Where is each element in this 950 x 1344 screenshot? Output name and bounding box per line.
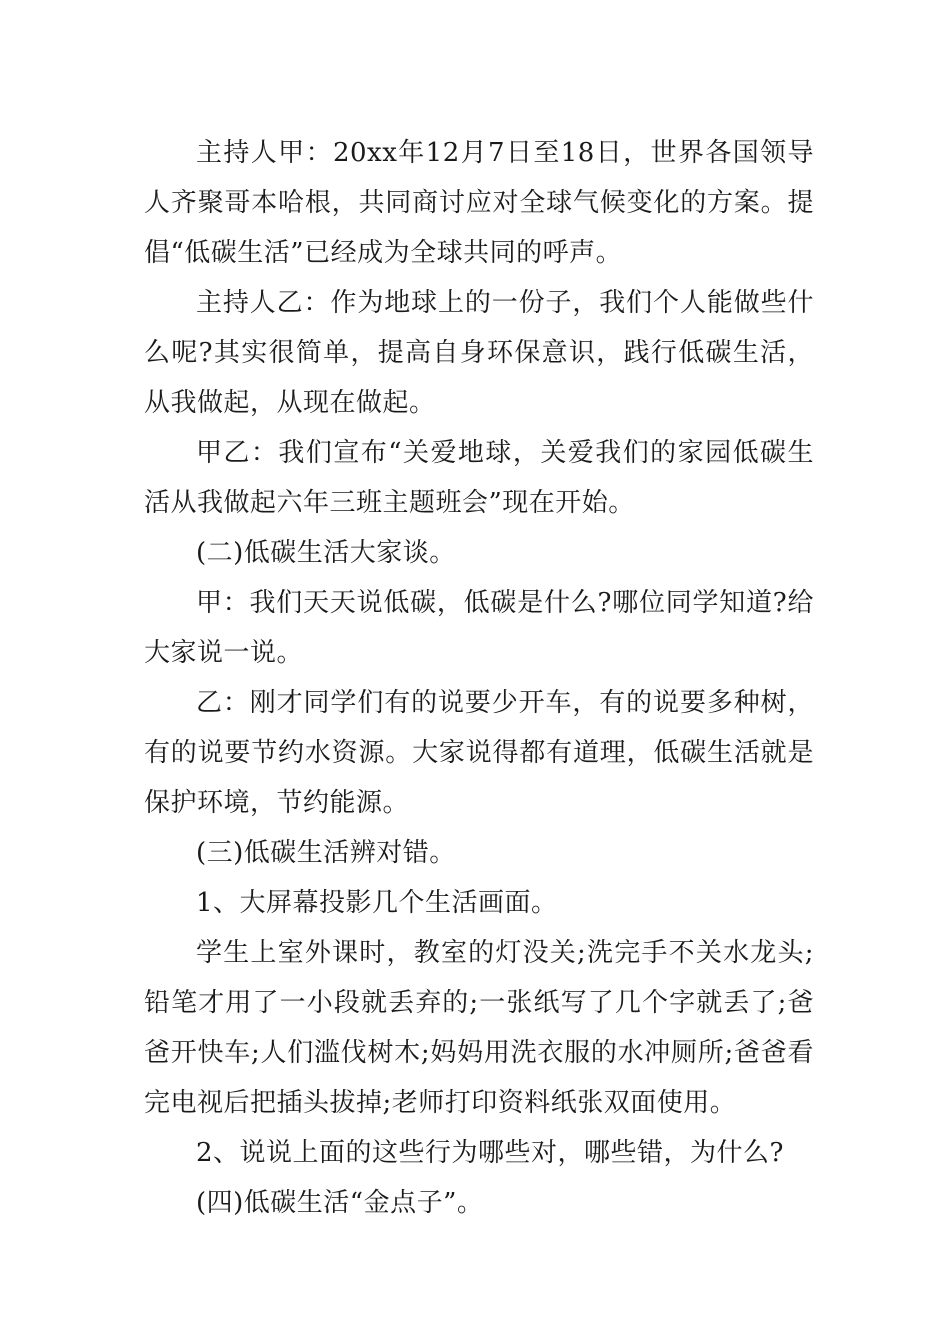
paragraph-host-b-intro: 主持人乙：作为地球上的一份子，我们个人能做些什么呢?其实很简单，提高自身环保意识，践行低碳生活，从我做起，从现在做起。 [144,288,814,418]
paragraph-host-a-question: 甲：我们天天说低碳，低碳是什么?哪位同学知道?给大家说一说。 [144,588,814,668]
paragraph-host-b-summary: 乙：刚才同学们有的说要少开车，有的说要多种树，有的说要节约水资源。大家说得都有道理，低碳生活就是保护环境，节约能源。 [144,688,814,818]
paragraph-scenarios: 学生上室外课时，教室的灯没关;洗完手不关水龙头;铅笔才用了一小段就丢弃的;一张纸写了几个字就丢了;爸爸开快车;人们滥伐树木;妈妈用洗衣服的水冲厕所;爸爸看完电视后把插头拔掉;老师打印资料纸张双面使用。 [144,938,814,1118]
document-body [144,128,814,1228]
section-heading-3: (三)低碳生活辨对错。 [196,838,456,868]
paragraph-announcement: 甲乙：我们宣布“关爱地球，关爱我们的家园低碳生活从我做起六年三班主题班会”现在开始。 [144,438,814,518]
list-item-1: 1、大屏幕投影几个生活画面。 [196,888,558,918]
section-heading-2: (二)低碳生活大家谈。 [196,538,456,568]
list-item-2: 2、说说上面的这些行为哪些对，哪些错，为什么? [196,1138,784,1168]
section-heading-4: (四)低碳生活“金点子”。 [196,1188,484,1218]
paragraph-host-a-intro: 主持人甲：20xx年12月7日至18日，世界各国领导人齐聚哥本哈根，共同商讨应对全球气候变化的方案。提倡“低碳生活”已经成为全球共同的呼声。 [144,138,814,268]
